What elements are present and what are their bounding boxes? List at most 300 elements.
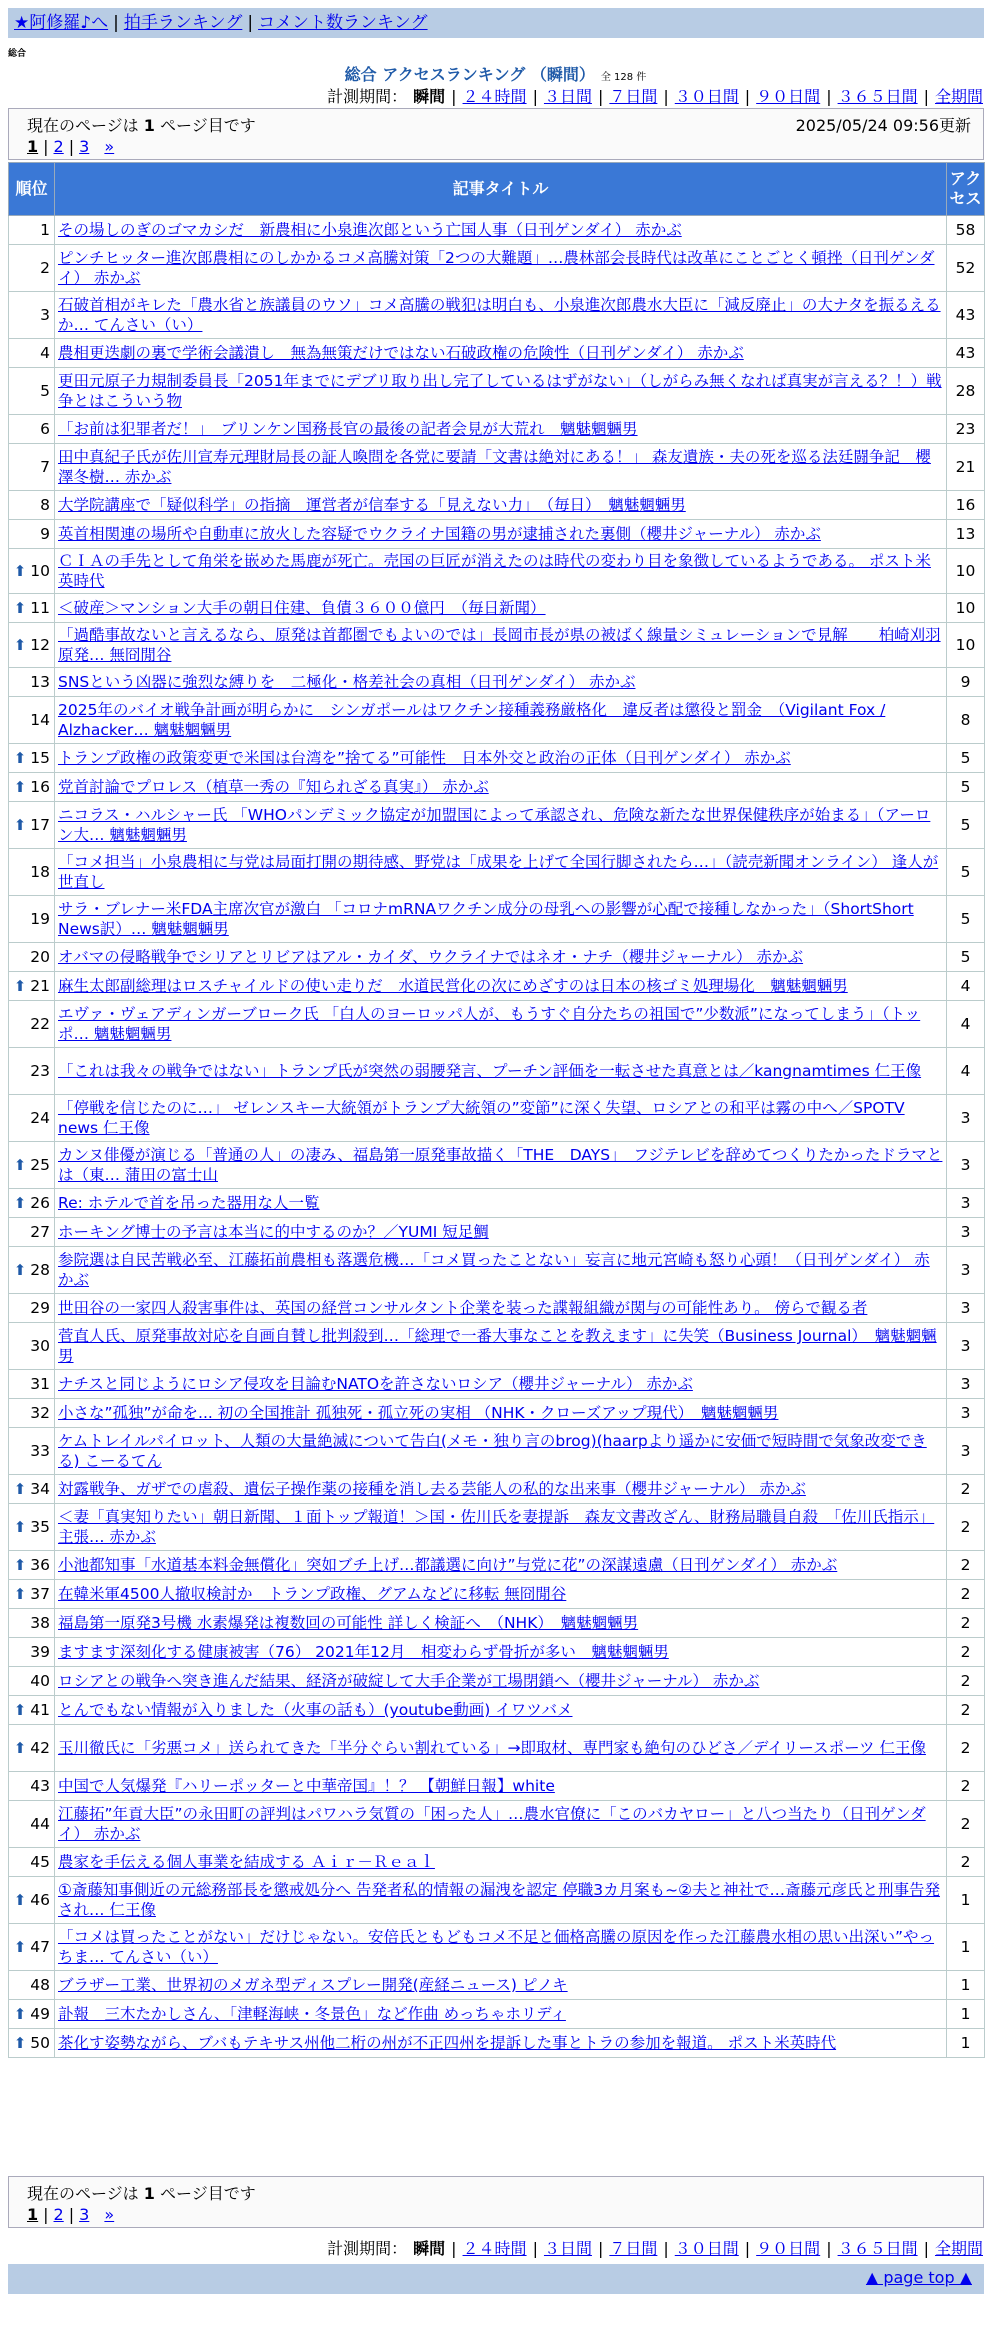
- article-link[interactable]: 小さな”孤独”が命を... 初の全国推計 孤独死・孤立死の実相 （NHK・クローズアップ現代） 魑魅魍魎男: [58, 1404, 779, 1422]
- rank-cell: [9, 849, 55, 896]
- rank-cell: [9, 339, 55, 368]
- rank-up-arrow-icon: ⬆: [13, 1556, 27, 1574]
- page-link[interactable]: 3: [79, 137, 90, 156]
- access-count: 28: [947, 368, 985, 415]
- next-page-link[interactable]: »: [104, 137, 115, 156]
- article-link[interactable]: 菅直人氏、原発事故対応を自画自賛し批判殺到…「総理で一番大事なことを教えます」に失笑（Business Journal） 魑魅魍魎男: [58, 1327, 937, 1365]
- access-header: アクセス: [947, 163, 985, 216]
- table-row: [9, 1294, 985, 1323]
- article-link[interactable]: 「停戦を信じたのに…」 ゼレンスキー大統領がトランプ大統領の”変節”に深く失望、ロシアとの和平は霧の中へ／SPOTV news 仁王像: [58, 1099, 905, 1137]
- access-count: 3: [947, 1428, 985, 1475]
- title-cell: [55, 1696, 947, 1725]
- article-link[interactable]: ＜破産＞マンション大手の朝日住建、負債３６００億円 （毎日新聞）: [58, 599, 546, 617]
- table-row: [9, 549, 985, 594]
- period-link[interactable]: ２４時間: [462, 2239, 527, 2258]
- table-row: [9, 1580, 985, 1609]
- rank-up-arrow-icon: ⬆: [13, 1891, 27, 1909]
- rank-up-arrow-icon: ⬆: [13, 599, 27, 617]
- comment-ranking-link[interactable]: コメント数ランキング: [258, 13, 428, 33]
- article-link[interactable]: 石破首相がキレた「農水省と族議員のウソ」コメ高騰の戦犯は明白も、小泉進次郎農水大臣に「減反廃止」の大ナタを振るえるか… てんさい（い）: [58, 296, 941, 334]
- title-cell: [55, 1294, 947, 1323]
- article-link[interactable]: 「コメは買ったことがない」だけじゃない。安倍氏ともどもコメ不足と価格高騰の原因を作った江藤農水相の思い出深い”やっちま… てんさい（い）: [58, 1928, 935, 1966]
- table-row: [9, 2000, 985, 2029]
- article-link[interactable]: ＜妻「真実知りたい」朝日新聞、１面トップ報道！＞国・佐川氏を妻提訴 森友文書改ざん、財務局職員自殺 「佐川氏指示」主張… 赤かぶ: [58, 1508, 935, 1546]
- rank-up-arrow-icon: ⬆: [13, 1194, 27, 1212]
- access-count: 4: [947, 1001, 985, 1048]
- rank-number: 49: [30, 2005, 50, 2023]
- rank-cell: [9, 972, 55, 1001]
- rank-number: 39: [30, 1643, 50, 1661]
- table-row: [9, 1772, 985, 1801]
- rank-number: 13: [30, 673, 50, 691]
- article-link[interactable]: 訃報 三木たかしさん、「津軽海峡・冬景色」など作曲 めっちゃホリディ: [58, 2005, 566, 2023]
- table-row: [9, 1971, 985, 2000]
- access-count: 9: [947, 668, 985, 697]
- title-cell: [55, 1142, 947, 1189]
- rank-cell: [9, 773, 55, 802]
- access-count: 10: [947, 623, 985, 668]
- article-link[interactable]: ＣＩＡの手先として角栄を嵌めた馬鹿が死亡。売国の巨匠が消えたのは時代の変わり目を象徴しているようである。 ポスト米英時代: [58, 552, 931, 590]
- title-cell: [55, 1001, 947, 1048]
- rank-number: 14: [30, 711, 50, 729]
- rank-number: 21: [30, 977, 50, 995]
- period-link[interactable]: ２４時間: [462, 87, 527, 106]
- page-status: 現在のページは 1 ページ目です: [27, 2184, 256, 2203]
- article-link[interactable]: 玉川徹氏に「劣悪コメ」送られてきた「半分ぐらい割れている」→即取材、専門家も絶句のひどさ／デイリースポーツ 仁王像: [58, 1739, 926, 1757]
- title-cell: [55, 2029, 947, 2058]
- rank-number: 10: [30, 562, 50, 580]
- access-count: 2: [947, 1638, 985, 1667]
- rank-number: 2: [40, 259, 50, 277]
- rank-cell: [9, 1142, 55, 1189]
- title-header: 記事タイトル: [55, 163, 947, 216]
- rank-number: 38: [30, 1614, 50, 1632]
- rank-number: 44: [30, 1815, 50, 1833]
- article-link[interactable]: ケムトレイルパイロット、人類の大量絶滅について告白(メモ・独り言のbrog)(haarpより遥かに安価で短時間で気象改変できる) こーるてん: [58, 1432, 927, 1470]
- rank-number: 35: [30, 1518, 50, 1536]
- title-cell: [55, 1667, 947, 1696]
- access-count: 1: [947, 1877, 985, 1924]
- article-link[interactable]: 参院選は自民苦戦必至、江藤拓前農相も落選危機…「コメ買ったことない」妄言に地元宮崎も怒り心頭！（日刊ゲンダイ） 赤かぶ: [58, 1251, 930, 1289]
- article-link[interactable]: ニコラス・ハルシャー氏 「WHOパンデミック協定が加盟国によって承認され、危険な新たな世界保健秩序が始まる」（アーロン大… 魑魅魍魎男: [58, 806, 931, 844]
- table-row: [9, 444, 985, 491]
- access-count: 4: [947, 972, 985, 1001]
- period-link[interactable]: ７日間: [609, 87, 658, 106]
- article-link[interactable]: とんでもない情報が入りました（火事の話も）(youtube動画) イワツバメ: [58, 1701, 573, 1719]
- rank-cell: [9, 520, 55, 549]
- access-count: 3: [947, 1095, 985, 1142]
- rank-cell: [9, 1218, 55, 1247]
- article-link[interactable]: ピンチヒッター進次郎農相にのしかかるコメ高騰対策「2つの大難題」…農林部会長時代は改革にことごとく頓挫（日刊ゲンダイ） 赤かぶ: [58, 249, 935, 287]
- article-link[interactable]: ブラザー工業、世界初のメガネ型ディスプレー開発(産経ニュース) ピノキ: [58, 1976, 568, 1994]
- table-row: [9, 216, 985, 245]
- rank-cell: [9, 1801, 55, 1848]
- access-count: 3: [947, 1294, 985, 1323]
- table-row: [9, 802, 985, 849]
- article-link[interactable]: 「過酷事故ないと言えるなら、原発は首都圏でもよいのでは」長岡市長が県の被ばく線量シミュレーションで見解 柏崎刈羽原発… 無冏閒谷: [58, 626, 941, 664]
- table-row: [9, 744, 985, 773]
- period-link[interactable]: 全期間: [934, 2239, 983, 2258]
- access-count: 3: [947, 1323, 985, 1370]
- period-current: 瞬間: [413, 2239, 446, 2258]
- rank-cell: [9, 444, 55, 491]
- period-link[interactable]: ３日間: [543, 87, 592, 106]
- access-count: 2: [947, 1609, 985, 1638]
- rank-number: 29: [30, 1299, 50, 1317]
- period-nav-bottom: 計測期間： 瞬間 | ２４時間 | ３日間 | ７日間 | ３０日間 | ９０日間 | ３６５日間 | 全期間: [327, 2239, 983, 2258]
- table-row: [9, 1001, 985, 1048]
- rank-cell: [9, 1551, 55, 1580]
- table-row: [9, 292, 985, 339]
- rank-cell: [9, 1323, 55, 1370]
- table-row: [9, 1475, 985, 1504]
- rank-up-arrow-icon: ⬆: [13, 1480, 27, 1498]
- article-link[interactable]: 田中真紀子氏が佐川宣寿元理財局長の証人喚問を各党に要請「文書は絶対にある！」 森友遺族・夫の死を巡る法廷闘争記 櫻澤冬樹… 赤かぶ: [58, 448, 931, 486]
- table-row: [9, 1399, 985, 1428]
- article-link[interactable]: 茶化す姿勢ながら、ブバもテキサス州他二桁の州が不正四州を提訴した事とトラの参加を報道。 ポスト米英時代: [58, 2034, 837, 2052]
- title-cell: [55, 972, 947, 1001]
- rank-up-arrow-icon: ⬆: [13, 2034, 27, 2052]
- title-cell: [55, 1189, 947, 1218]
- rank-cell: [9, 1504, 55, 1551]
- title-cell: [55, 943, 947, 972]
- article-link[interactable]: 対露戦争、ガザでの虐殺、遺伝子操作薬の接種を消し去る芸能人の私的な出来事（櫻井ジャーナル） 赤かぶ: [58, 1480, 806, 1498]
- access-count: 10: [947, 594, 985, 623]
- article-link[interactable]: 英首相関連の場所や自動車に放火した容疑でウクライナ国籍の男が逮捕された裏側（櫻井ジャーナル） 赤かぶ: [58, 525, 821, 543]
- article-link[interactable]: 更田元原子力規制委員長「2051年までにデブリ取り出し完了しているはずがない」（しがらみ無くなれば真実が言える？！）戦争とはこういう物: [58, 372, 942, 410]
- title-cell: [55, 1971, 947, 2000]
- access-count: 4: [947, 1048, 985, 1095]
- table-row: [9, 339, 985, 368]
- rank-cell: [9, 1696, 55, 1725]
- ranking-body: [9, 216, 985, 2058]
- access-count: 3: [947, 1218, 985, 1247]
- top-nav-bar: [8, 8, 984, 38]
- title-cell: [55, 697, 947, 744]
- access-count: 5: [947, 744, 985, 773]
- rank-cell: [9, 1001, 55, 1048]
- rank-number: 42: [30, 1739, 50, 1757]
- access-count: 2: [947, 1475, 985, 1504]
- title-cell: [55, 1218, 947, 1247]
- article-link[interactable]: ますます深刻化する健康被害（76） 2021年12月 相変わらず骨折が多い 魑魅魍魎男: [58, 1643, 669, 1661]
- rank-cell: [9, 1048, 55, 1095]
- period-link[interactable]: ３６５日間: [837, 87, 918, 106]
- title-cell: [55, 1877, 947, 1924]
- rank-number: 7: [40, 458, 50, 476]
- article-link[interactable]: SNSという凶器に強烈な縛りを 二極化・格差社会の真相（日刊ゲンダイ） 赤かぶ: [58, 673, 636, 691]
- table-row: [9, 1877, 985, 1924]
- rank-number: 3: [40, 306, 50, 324]
- period-link[interactable]: 全期間: [934, 87, 983, 106]
- rank-cell: [9, 2029, 55, 2058]
- article-link[interactable]: 「お前は犯罪者だ！」 ブリンケン国務長官の最後の記者会見が大荒れ 魑魅魍魎男: [58, 420, 638, 438]
- rank-cell: [9, 368, 55, 415]
- rank-number: 25: [30, 1156, 50, 1174]
- rank-cell: [9, 1189, 55, 1218]
- access-count: 2: [947, 1696, 985, 1725]
- article-link[interactable]: 農相更迭劇の裏で学術会議潰し 無為無策だけではない石破政権の危険性（日刊ゲンダイ） 赤かぶ: [58, 344, 744, 362]
- article-link[interactable]: 「コメ担当」小泉農相に与党は局面打開の期待感、野党は「成果を上げて全国行脚されたら…」（読売新聞オンライン） 逢人が世直し: [58, 853, 939, 891]
- access-count: 1: [947, 1924, 985, 1971]
- rank-cell: [9, 1848, 55, 1877]
- article-link[interactable]: 小池都知事「水道基本料金無償化」突如ブチ上げ…都議選に向け”与党に花”の深謀遠慮（日刊ゲンダイ） 赤かぶ: [58, 1556, 838, 1574]
- rank-cell: [9, 1667, 55, 1696]
- period-link[interactable]: ３日間: [543, 2239, 592, 2258]
- rank-cell: [9, 1475, 55, 1504]
- period-label: 計測期間：: [327, 87, 408, 106]
- article-link[interactable]: ナチスと同じようにロシア侵攻を目論むNATOを許さないロシア（櫻井ジャーナル） 赤かぶ: [58, 1375, 693, 1393]
- period-link[interactable]: ９０日間: [756, 2239, 821, 2258]
- article-link[interactable]: ①斎藤知事側近の元総務部長を懲戒処分へ 告発者私的情報の漏洩を認定 停職3カ月案も~②夫と神社で…斎藤元彦氏と刑事告発され… 仁王像: [58, 1881, 940, 1919]
- period-link[interactable]: ９０日間: [756, 87, 821, 106]
- table-row: [9, 491, 985, 520]
- pager-top: [8, 108, 984, 160]
- access-count: 5: [947, 773, 985, 802]
- article-link[interactable]: 大学院講座で「疑似科学」の指摘 運営者が信奉する「見えない力」 （毎日） 魑魅魍魎男: [58, 496, 686, 514]
- ranking-table: [8, 162, 985, 2058]
- rank-number: 24: [30, 1109, 50, 1127]
- home-link[interactable]: ★阿修羅♪へ: [14, 13, 109, 33]
- article-link[interactable]: 2025年のバイオ戦争計画が明らかに シンガポールはワクチン接種義務厳格化 違反者は懲役と罰金 （Vigilant Fox / Alzhacker… 魑魅魍魎男: [58, 701, 886, 739]
- rank-number: 8: [40, 496, 50, 514]
- rank-cell: [9, 1247, 55, 1294]
- title-cell: [55, 1801, 947, 1848]
- page-top-link[interactable]: ▲ page top ▲: [865, 2268, 972, 2287]
- page-link[interactable]: 2: [53, 137, 64, 156]
- page-status: 現在のページは 1 ページ目です: [27, 116, 256, 135]
- title-cell: [55, 1848, 947, 1877]
- article-link[interactable]: サラ・ブレナー米FDA主席次官が激白 「コロナmRNAワクチン成分の母乳への影響が心配で接種しなかった」（ShortShort News訳）… 魑魅魍魎男: [58, 900, 914, 938]
- article-link[interactable]: エヴァ・ヴェアディンガーブローク氏 「白人のヨーロッパ人が、もうすぐ自分たちの祖国で”少数派”になってしまう」（トッポ… 魑魅魍魎男: [58, 1005, 921, 1043]
- title-cell: [55, 2000, 947, 2029]
- title-cell: [55, 216, 947, 245]
- title-cell: [55, 1428, 947, 1475]
- rank-number: 26: [30, 1194, 50, 1212]
- table-row: [9, 1551, 985, 1580]
- rank-number: 45: [30, 1853, 50, 1871]
- table-row: [9, 896, 985, 943]
- period-link[interactable]: ３６５日間: [837, 2239, 918, 2258]
- title-cell: [55, 773, 947, 802]
- title-cell: [55, 623, 947, 668]
- access-count: 2: [947, 1725, 985, 1772]
- rank-up-arrow-icon: ⬆: [13, 636, 27, 654]
- title-cell: [55, 1475, 947, 1504]
- rank-number: 37: [30, 1585, 50, 1603]
- access-count: 13: [947, 520, 985, 549]
- rank-cell: [9, 1772, 55, 1801]
- rank-number: 47: [30, 1938, 50, 1956]
- access-count: 2: [947, 1551, 985, 1580]
- rank-number: 22: [30, 1015, 50, 1033]
- rank-up-arrow-icon: ⬆: [13, 1585, 27, 1603]
- rank-up-arrow-icon: ⬆: [13, 1156, 27, 1174]
- access-count: 43: [947, 292, 985, 339]
- access-count: 3: [947, 1370, 985, 1399]
- rank-cell: [9, 1725, 55, 1772]
- rank-number: 43: [30, 1777, 50, 1795]
- access-count: 16: [947, 491, 985, 520]
- article-link[interactable]: Re: ホテルで首を吊った器用な人一覧: [58, 1194, 320, 1212]
- title-cell: [55, 1095, 947, 1142]
- rank-cell: [9, 415, 55, 444]
- rank-cell: [9, 594, 55, 623]
- next-page-link[interactable]: »: [104, 2205, 115, 2224]
- page-links: 1 | 2 | 3 »: [27, 2205, 115, 2224]
- rank-cell: [9, 1399, 55, 1428]
- access-count: 21: [947, 444, 985, 491]
- rank-number: 40: [30, 1672, 50, 1690]
- article-link[interactable]: 農家を手伝える個人事業を結成する Ａｉｒ－Ｒｅａｌ: [58, 1853, 435, 1871]
- article-link[interactable]: その場しのぎのゴマカシだ 新農相に小泉進次郎という亡国人事（日刊ゲンダイ） 赤かぶ: [58, 221, 682, 239]
- table-row: [9, 1218, 985, 1247]
- page-link[interactable]: 3: [79, 2205, 90, 2224]
- rank-up-arrow-icon: ⬆: [13, 1518, 27, 1536]
- title-cell: [55, 1725, 947, 1772]
- access-count: 2: [947, 1848, 985, 1877]
- rank-number: 50: [30, 2034, 50, 2052]
- rank-cell: [9, 1924, 55, 1971]
- article-link[interactable]: 江藤拓”年貢大臣”の永田町の評判はパワハラ気質の「困った人」…農水官僚に「このバカヤロー」と八つ当たり（日刊ゲンダイ） 赤かぶ: [58, 1805, 926, 1843]
- title-cell: [55, 594, 947, 623]
- rank-up-arrow-icon: ⬆: [13, 1701, 27, 1719]
- title-cell: [55, 1399, 947, 1428]
- table-row: [9, 1924, 985, 1971]
- article-link[interactable]: 麻生太郎副総理はロスチャイルドの使い走りだ 水道民営化の次にめざすのは日本の核ゴミ処理場化 魑魅魍魎男: [58, 977, 848, 995]
- title-cell: [55, 1247, 947, 1294]
- rank-up-arrow-icon: ⬆: [13, 562, 27, 580]
- separator: |: [247, 13, 254, 33]
- page-title-text: 総合 アクセスランキング （瞬間）: [344, 65, 595, 84]
- rank-number: 1: [40, 221, 50, 239]
- title-cell: [55, 1551, 947, 1580]
- rank-header: 順位: [9, 163, 55, 216]
- rank-number: 34: [30, 1480, 50, 1498]
- access-count: 8: [947, 697, 985, 744]
- rank-cell: [9, 245, 55, 292]
- period-link[interactable]: ３０日間: [674, 2239, 739, 2258]
- section-label: 総合: [8, 49, 27, 59]
- title-cell: [55, 802, 947, 849]
- access-count: 52: [947, 245, 985, 292]
- access-count: 1: [947, 2000, 985, 2029]
- title-cell: [55, 292, 947, 339]
- period-link[interactable]: ７日間: [609, 2239, 658, 2258]
- table-row: [9, 1048, 985, 1095]
- table-row: [9, 1609, 985, 1638]
- rank-cell: [9, 1580, 55, 1609]
- table-row: [9, 1142, 985, 1189]
- rank-up-arrow-icon: ⬆: [13, 1938, 27, 1956]
- rank-cell: [9, 216, 55, 245]
- title-cell: [55, 1924, 947, 1971]
- rank-cell: [9, 1095, 55, 1142]
- page-current: 1: [27, 137, 39, 156]
- rank-cell: [9, 896, 55, 943]
- article-link[interactable]: 在韓米軍4500人撤収検討か トランプ政権、グアムなどに移転 無冏閒谷: [58, 1585, 567, 1603]
- access-count: 2: [947, 1667, 985, 1696]
- rank-number: 16: [30, 778, 50, 796]
- table-row: [9, 668, 985, 697]
- table-row: [9, 1247, 985, 1294]
- footer-bar: [8, 2264, 984, 2294]
- title-cell: [55, 368, 947, 415]
- title-cell: [55, 339, 947, 368]
- period-link[interactable]: ３０日間: [674, 87, 739, 106]
- rank-number: 6: [40, 420, 50, 438]
- rank-number: 36: [30, 1556, 50, 1574]
- period-current: 瞬間: [413, 87, 446, 106]
- rank-up-arrow-icon: ⬆: [13, 2005, 27, 2023]
- article-link[interactable]: トランプ政権の政策変更で米国は台湾を”捨てる”可能性 日本外交と政治の正体（日刊ゲンダイ） 赤かぶ: [58, 749, 791, 767]
- rank-up-arrow-icon: ⬆: [13, 977, 27, 995]
- rank-cell: [9, 1971, 55, 2000]
- table-row: [9, 1725, 985, 1772]
- access-count: 5: [947, 802, 985, 849]
- title-cell: [55, 444, 947, 491]
- rank-number: 15: [30, 749, 50, 767]
- access-count: 2: [947, 1772, 985, 1801]
- table-row: [9, 520, 985, 549]
- title-cell: [55, 415, 947, 444]
- article-link[interactable]: 「これは我々の戦争ではない」トランプ氏が突然の弱腰発言、プーチン評価を一転させた真意とは／kangnamtimes 仁王像: [58, 1062, 922, 1080]
- article-link[interactable]: ホーキング博士の予言は本当に的中するのか？／YUMI 短足鯛: [58, 1223, 489, 1241]
- rank-cell: [9, 1638, 55, 1667]
- table-row: [9, 1504, 985, 1551]
- article-link[interactable]: 世田谷の一家四人殺害事件は、英国の経営コンサルタント企業を装った諜報組織が関与の可能性あり。 傍らで観る者: [58, 1299, 868, 1317]
- access-count: 43: [947, 339, 985, 368]
- access-count: 3: [947, 1399, 985, 1428]
- access-count: 5: [947, 896, 985, 943]
- article-link[interactable]: 党首討論でプロレス（植草一秀の『知られざる真実』） 赤かぶ: [58, 778, 489, 796]
- rank-cell: [9, 744, 55, 773]
- table-row: [9, 1848, 985, 1877]
- article-link[interactable]: 中国で人気爆発『ハリーポッターと中華帝国』！？ 【朝鮮日報】white: [58, 1777, 555, 1795]
- table-row: [9, 943, 985, 972]
- article-link[interactable]: カンヌ俳優が演じる「普通の人」の凄み、福島第一原発事故描く「THE DAYS」 フジテレビを辞めてつくりたかったドラマとは（東… 蒲田の富士山: [58, 1146, 943, 1184]
- table-row: [9, 1370, 985, 1399]
- rank-number: 9: [40, 525, 50, 543]
- rank-number: 12: [30, 636, 50, 654]
- title-cell: [55, 520, 947, 549]
- access-count: 3: [947, 1189, 985, 1218]
- article-link[interactable]: ロシアとの戦争へ突き進んだ結果、経済が破綻して大手企業が工場閉鎖へ（櫻井ジャーナル） 赤かぶ: [58, 1672, 760, 1690]
- rank-cell: [9, 943, 55, 972]
- clap-ranking-link[interactable]: 拍手ランキング: [123, 13, 243, 33]
- table-row: [9, 1696, 985, 1725]
- rank-cell: [9, 623, 55, 668]
- article-link[interactable]: 福島第一原発3号機 水素爆発は複数回の可能性 詳しく検証へ （NHK） 魑魅魍魎男: [58, 1614, 639, 1632]
- period-label: 計測期間：: [327, 2239, 408, 2258]
- page-link[interactable]: 2: [53, 2205, 64, 2224]
- title-cell: [55, 668, 947, 697]
- article-link[interactable]: オバマの侵略戦争でシリアとリビアはアル・カイダ、ウクライナではネオ・ナチ（櫻井ジャーナル） 赤かぶ: [58, 948, 804, 966]
- rank-cell: [9, 1370, 55, 1399]
- table-row: [9, 368, 985, 415]
- title-cell: [55, 245, 947, 292]
- access-count: 1: [947, 2029, 985, 2058]
- page-links: 1 | 2 | 3 »: [27, 137, 115, 156]
- table-row: [9, 1638, 985, 1667]
- rank-up-arrow-icon: ⬆: [13, 778, 27, 796]
- rank-number: 32: [30, 1404, 50, 1422]
- title-cell: [55, 896, 947, 943]
- table-row: [9, 2029, 985, 2058]
- separator: |: [113, 13, 119, 33]
- rank-cell: [9, 292, 55, 339]
- rank-number: 31: [30, 1375, 50, 1393]
